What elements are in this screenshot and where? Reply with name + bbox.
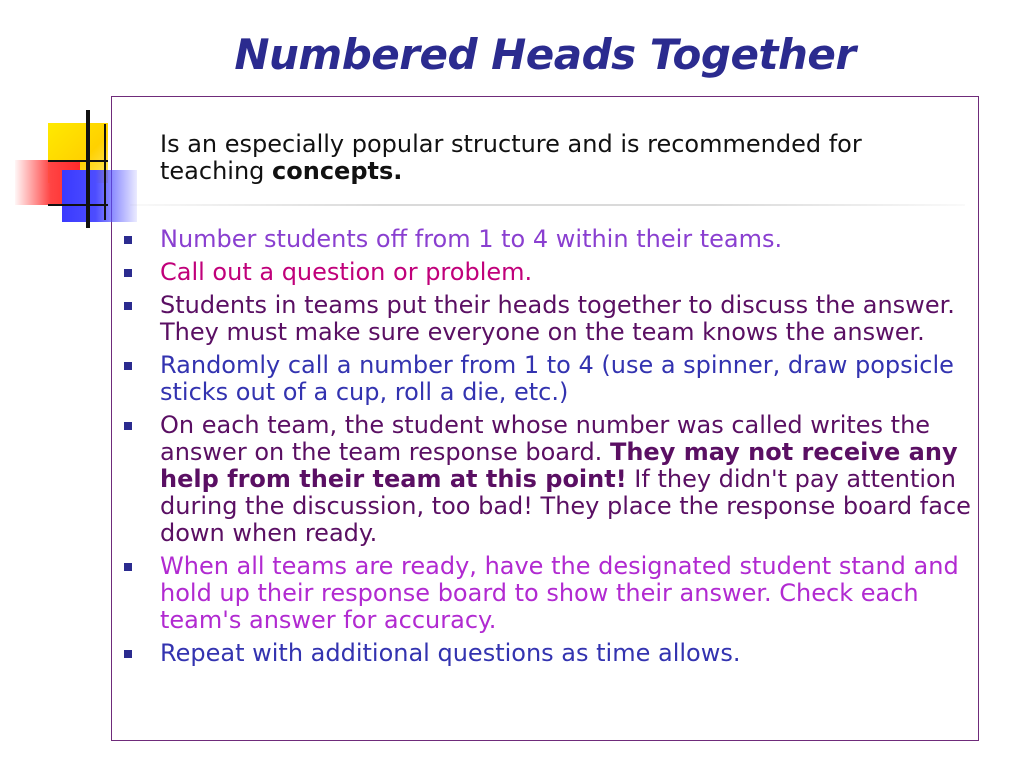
square-bullet-icon	[124, 362, 132, 370]
horizontal-line-top	[48, 160, 108, 162]
bullet-list	[120, 226, 975, 673]
intro-text: Is an especially popular structure and is recommended for teaching	[160, 130, 862, 185]
bullet-item-5	[120, 412, 975, 547]
bullet-text: Number students off from 1 to 4 within their teams.	[160, 225, 783, 253]
square-bullet-icon	[124, 650, 132, 658]
square-bullet-icon	[124, 302, 132, 310]
bullet-text-after: If they didn't pay attention during the discussion, too bad! They place the response board face down when ready.	[160, 465, 971, 547]
bullet-item-1	[120, 226, 975, 253]
bullet-item-6	[120, 553, 975, 634]
bullet-text: When all teams are ready, have the designated student stand and hold up their response board to show their answer. Check each team's answer for accuracy.	[160, 552, 959, 634]
bullet-text-before: On each team, the student whose number was called writes the answer on the team response board.	[160, 411, 931, 466]
bullet-text: Repeat with additional questions as time allows.	[160, 639, 741, 667]
bullet-text: Students in teams put their heads together to discuss the answer. They must make sure everyone on the team knows the answer.	[160, 291, 955, 346]
bullet-text: Randomly call a number from 1 to 4 (use a spinner, draw popsicle sticks out of a cup, roll a die, etc.)	[160, 351, 954, 406]
blue-square	[62, 170, 137, 222]
intro-paragraph	[160, 131, 960, 185]
square-bullet-icon	[124, 269, 132, 277]
intro-strong-text: concepts.	[272, 157, 403, 185]
bullet-item-7	[120, 640, 975, 667]
bullet-item-3	[120, 292, 975, 346]
bullet-item-4	[120, 352, 975, 406]
square-bullet-icon	[124, 236, 132, 244]
decorative-color-blocks-icon	[0, 0, 150, 240]
vertical-line	[86, 110, 90, 228]
bullet-text: Call out a question or problem.	[160, 258, 533, 286]
square-bullet-icon	[124, 563, 132, 571]
bullet-text-strong: They may not receive any help from their team at this point!	[160, 438, 958, 493]
slide-title: Numbered Heads Together	[234, 30, 856, 79]
section-divider	[130, 204, 965, 206]
horizontal-line-bottom	[48, 204, 108, 206]
bullet-item-2	[120, 259, 975, 286]
square-bullet-icon	[124, 422, 132, 430]
